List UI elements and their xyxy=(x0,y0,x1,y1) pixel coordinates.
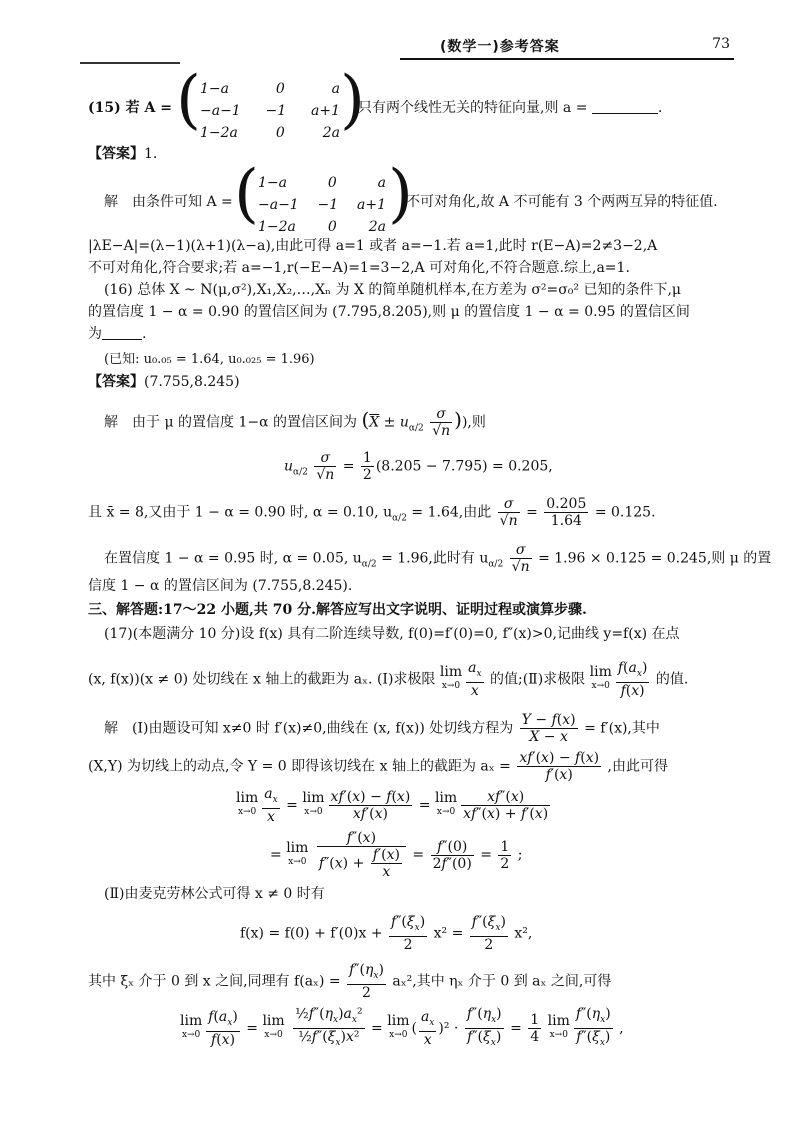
answer-blank-2 xyxy=(102,325,142,340)
q15-answer: 【答案】1. xyxy=(88,146,158,162)
q17-limit-equation-1: lim x→0 $\frac{a_x}{x}$ = lim x→0 $\frac{xf'(x) - f(x)}{xf'(x)}$ = lim x→0 $\frac{xf''(x)}{xf''(x) + f'(x)}$ xyxy=(236,786,549,825)
page-header xyxy=(400,36,730,56)
matrix-bracket-left-2: ( xyxy=(234,157,259,231)
section-3-heading: 三、解答题:17～22 小题,共 70 分.解答应写出文字说明、证明过程或演算步骤. xyxy=(88,602,587,618)
q16-equation-1: $u_{\alpha/2}$ $\frac{\sigma}{√n}$ = $\frac{1}{2}$ (8.205 − 7.795) = 0.205, xyxy=(284,450,553,483)
q16-answer: 【答案】(7.755,8.245) xyxy=(88,374,240,390)
q15-solution-matrix: 1−a 0 a −a−1 −1 a+1 1−2a 0 2a xyxy=(258,175,386,235)
q17-maclaurin-equation: f(x) = f(0) + f′(0)x + $\frac{f''(\xi_x)}{2}$ x² = $\frac{f''(\xi_x)}{2}$ x², xyxy=(240,914,533,953)
q17-part2-text: 其中 ξₓ 介于 0 到 x 之间,同理有 f(aₓ) = $\frac{f''(\eta_x)}{2}$ aₓ²,其中 ηₓ 介于 0 到 aₓ 之间,可得 xyxy=(88,962,612,1001)
header-title: (数学一)参考答案 xyxy=(440,39,560,55)
q16-solution-1: 解 由于 μ 的置信度 1−α 的置信区间为 ($\overline{X} \pm u_{\alpha/2}$ $\frac{\sigma}{√n}$ )),则 xyxy=(104,406,486,439)
header-rule xyxy=(400,58,734,60)
q16-solution-3: 在置信度 1 − α = 0.95 时, α = 0.05, $u_{\alpha/2} = 1.96$,此时有 $u_{\alpha/2}$ $\frac{\sigma}{√n}$ = 1.96 × 0.125 = 0.245,则 μ 的置 xyxy=(104,542,772,575)
q15-prefix: (15) 若 A = xyxy=(88,100,172,116)
q17-line2: (x, f(x))(x ≠ 0) 处切线在 x 轴上的截距为 aₓ. (Ⅰ)求极限 lim x→0 $\frac{a_x}{x}$ 的值;(Ⅱ)求极限 lim x→0 $\frac{f(a_x)}{f(x)}$ 的值. xyxy=(88,660,689,699)
matrix-bracket-right-2: ) xyxy=(388,157,413,231)
q16-line2: 的置信度 1 − α = 0.90 的置信区间为 (7.795,8.205),则 μ 的置信度 1 − α = 0.95 的置信区间 xyxy=(88,304,690,320)
q16-line1: (16) 总体 X ~ N(μ,σ²),X₁,X₂,…,Xₙ 为 X 的简单随机样本,在方差为 σ²=σ₀² 已知的条件下,μ xyxy=(104,282,682,298)
q15-line2: |λE−A|=(λ−1)(λ+1)(λ−a),由此可得 a=1 或者 a=−1.若 a=1,此时 r(E−A)=2≠3−2,A xyxy=(88,238,658,254)
q17-solution-2: (X,Y) 为切线上的动点,令 Y = 0 即得该切线在 x 轴上的截距为 aₓ = $\frac{xf'(x) - f(x)}{f'(x)}$ ,由此可得 xyxy=(88,750,668,783)
q17-solution-1: 解 (Ⅰ)由题设可知 x≠0 时 f′(x)≠0,曲线在 (x, f(x)) 处切线方程为 $\frac{Y - f(x)}{X - x}$ = f′(x),其中 xyxy=(104,712,660,745)
q16-line3: 为 . xyxy=(88,326,147,342)
q17-limit-equation-3: lim x→0 $\frac{f(a_x)}{f(x)}$ = lim x→0 $\frac{\frac{1}{2}f''(\eta_x)a_x^2}{\frac{1}{2}f''(\xi_x)x^2}$ = lim x→0 ( $\frac{a_x}{x}$ )² · $\frac{f''(\eta_x)}{f''(\xi_x)}$ = $\frac{1}{4}$ lim x→0 $\frac{f''(\eta_x)}{f''(\xi_x)}$ , xyxy=(180,1006,624,1048)
header-rule-left xyxy=(80,62,180,64)
q15-solution-prefix: 解 由条件可知 A = xyxy=(104,194,233,210)
answer-blank xyxy=(592,99,658,114)
q17-limit-equation-2: = lim x→0 f″(x) f″(x) + $\frac{f'(x)}{x}$ = $\frac{f''(0)}{2f''(0)}$ = $\frac{1}{2}$ ; xyxy=(270,830,523,880)
matrix-bracket-right: ) xyxy=(340,63,365,137)
q15-suffix: 只有两个线性无关的特征向量,则 a = . xyxy=(358,100,663,116)
q16-solution-4: 信度 1 − α 的置信区间为 (7.755,8.245). xyxy=(88,578,353,594)
q16-solution-2: 且 x̄ = 8,又由于 1 − α = 0.90 时, α = 0.10, $u_{\alpha/2} = 1.64$,由此 $\frac{\sigma}{√n}$ = $\frac{0.205}{1.64}$ = 0.125. xyxy=(88,496,656,529)
q15-solution-suffix: 不可对角化,故 A 不可能有 3 个两两互异的特征值. xyxy=(406,194,718,210)
q15-matrix: 1−a 0 a −a−1 −1 a+1 1−2a 0 2a xyxy=(200,81,340,141)
q17-part2-intro: (Ⅱ)由麦克劳林公式可得 x ≠ 0 时有 xyxy=(104,886,325,902)
q16-given: (已知: u₀.₀₅ = 1.64, u₀.₀₂₅ = 1.96) xyxy=(104,352,315,367)
q15-line3: 不可对角化,符合要求;若 a=−1,r(−E−A)=1=3−2,A 可对角化,不符合题意.综上,a=1. xyxy=(88,260,630,276)
matrix-bracket-left: ( xyxy=(176,63,201,137)
page-number: 73 xyxy=(712,36,730,52)
q17-line1: (17)(本题满分 10 分)设 f(x) 具有二阶连续导数, f(0)=f′(0)=0, f″(x)>0,记曲线 y=f(x) 在点 xyxy=(104,626,680,642)
